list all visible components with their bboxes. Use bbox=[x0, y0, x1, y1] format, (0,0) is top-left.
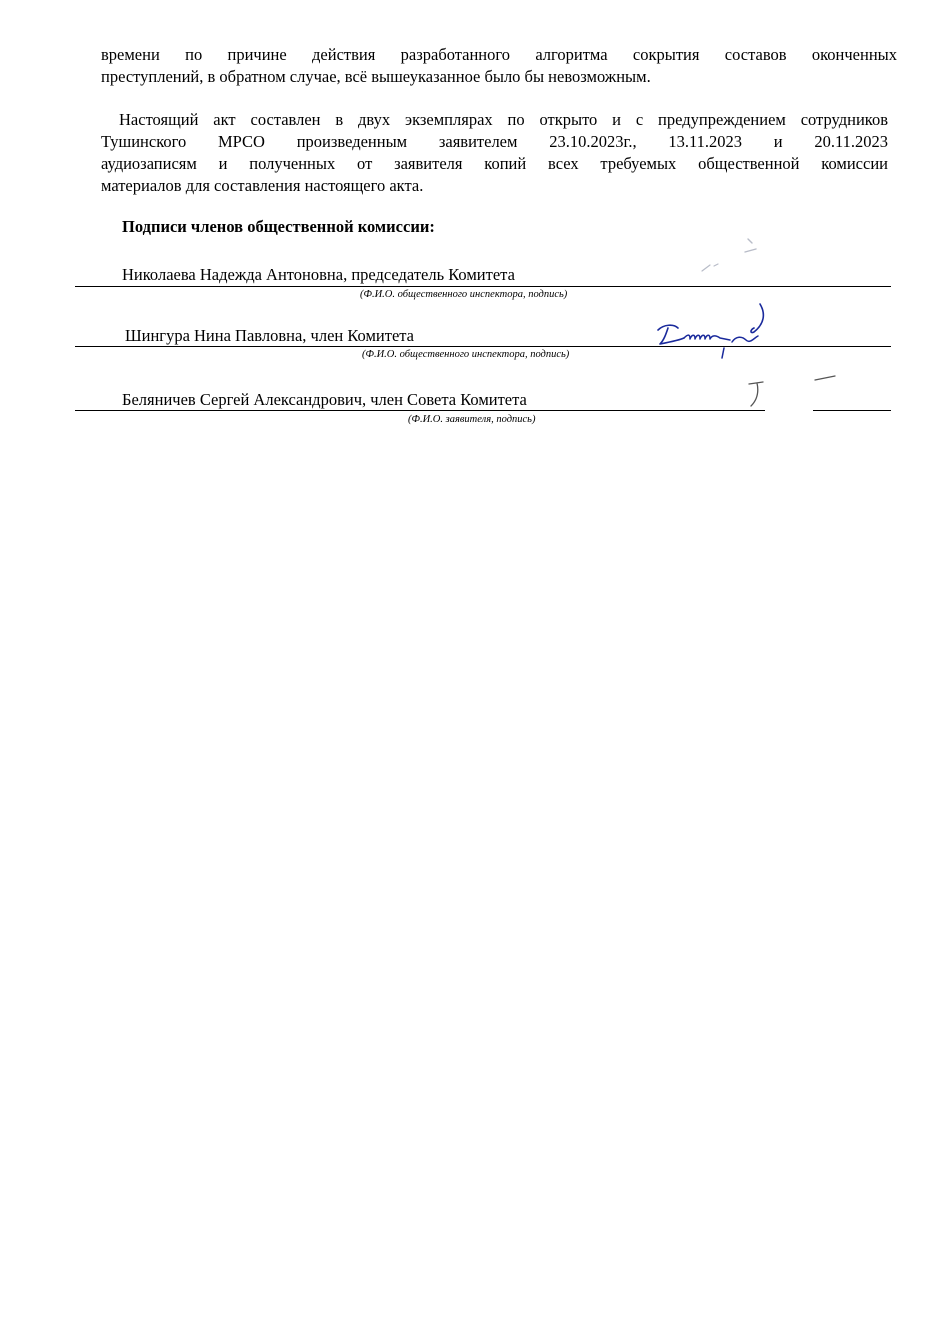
signature-caption-1: (Ф.И.О. общественного инспектора, подпись) bbox=[360, 289, 568, 300]
signature-mark-3 bbox=[735, 368, 845, 413]
paragraph-line: аудиозаписям и полученных от заявителя копий всех требуемых общественной комиссии bbox=[101, 154, 888, 173]
signature-line-3a bbox=[75, 410, 765, 411]
paragraph-line: преступлений, в обратном случае, всё вышеуказанное было бы невозможным. bbox=[101, 67, 651, 86]
signature-caption-3: (Ф.И.О. заявителя, подпись) bbox=[408, 414, 536, 425]
paragraph-line: Настоящий акт составлен в двух экземплярах по открыто и с предупреждением сотрудников bbox=[119, 110, 888, 129]
signatory-name-1: Николаева Надежда Антоновна, председатель Комитета bbox=[122, 265, 515, 284]
paragraph-line: материалов для составления настоящего акта. bbox=[101, 176, 424, 195]
signatures-heading: Подписи членов общественной комиссии: bbox=[122, 217, 435, 236]
signatory-name-3: Беляничев Сергей Александрович, член Совета Комитета bbox=[122, 390, 527, 409]
body-paragraph-2 bbox=[101, 109, 888, 197]
signature-caption-2: (Ф.И.О. общественного инспектора, подпись) bbox=[362, 349, 570, 360]
signature-line-1 bbox=[75, 286, 891, 287]
signatory-name-2: Шингура Нина Павловна, член Комитета bbox=[125, 326, 415, 345]
body-paragraph-1 bbox=[101, 44, 897, 88]
paragraph-line: Тушинского МРСО произведенным заявителем 23.10.2023г., 13.11.2023 и 20.11.2023 bbox=[101, 132, 888, 151]
paragraph-line: времени по причине действия разработанного алгоритма сокрытия составов оконченных bbox=[101, 45, 897, 64]
signature-mark-1 bbox=[690, 235, 770, 280]
signature-mark-2 bbox=[650, 298, 775, 363]
